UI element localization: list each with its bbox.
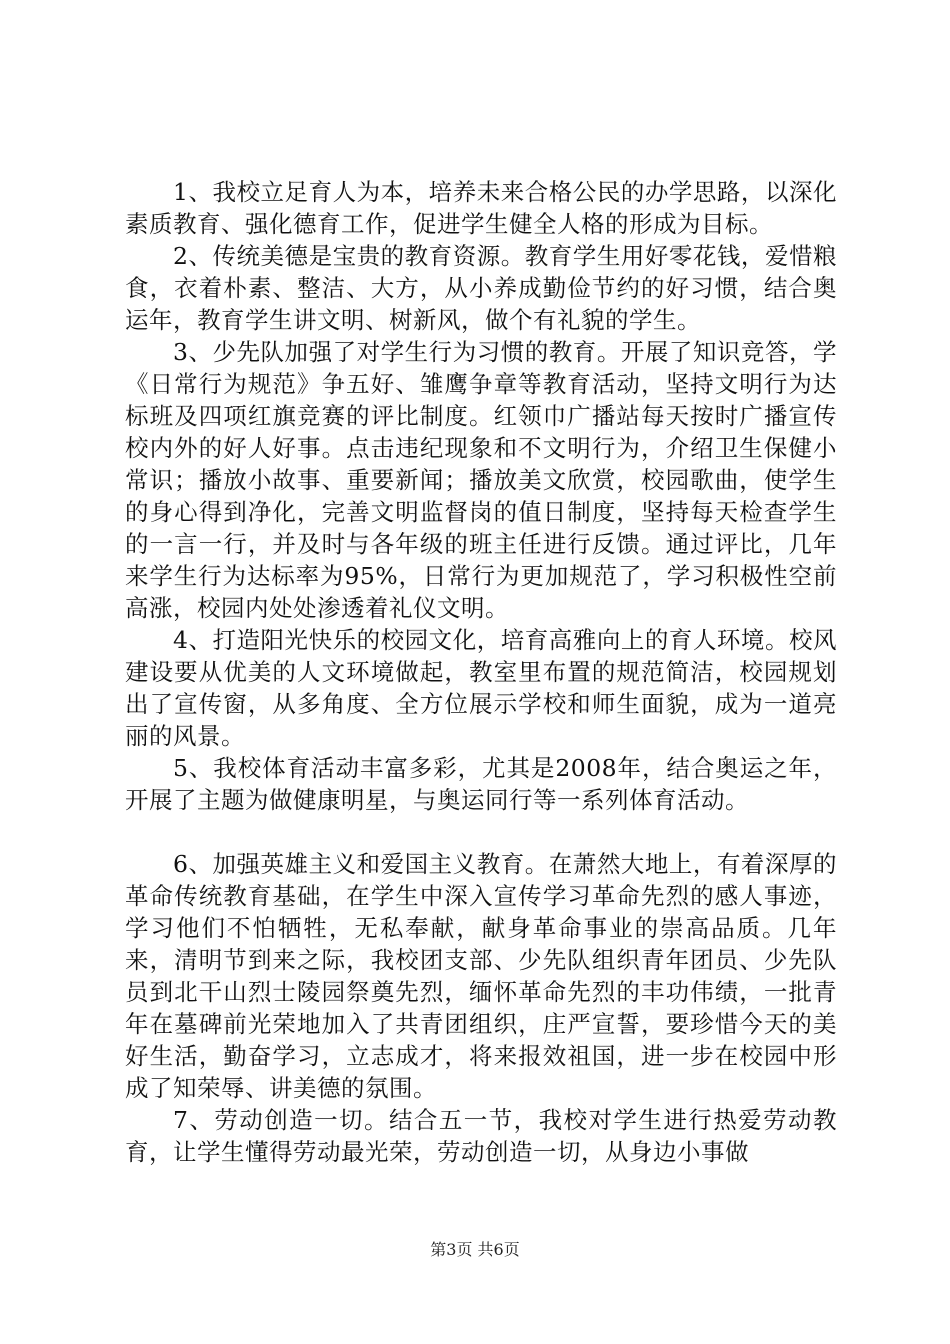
page-footer: 第3页 共6页 bbox=[430, 1240, 520, 1259]
paragraph-5: 5、我校体育活动丰富多彩，尤其是2008年，结合奥运之年，开展了主题为做健康明星，与奥运同行等一系列体育活动。 bbox=[125, 754, 837, 814]
paragraph-1: 1、我校立足育人为本，培养未来合格公民的办学思路，以深化素质教育、强化德育工作，促进学生健全人格的形成为目标。 bbox=[125, 178, 837, 238]
document-body bbox=[125, 176, 837, 1168]
paragraph-4: 4、打造阳光快乐的校园文化，培育高雅向上的育人环境。校风建设要从优美的人文环境做起，教室里布置的规范简洁，校园规划出了宣传窗，从多角度、全方位展示学校和师生面貌，成为一道亮丽的风景。 bbox=[125, 626, 837, 750]
paragraph-3: 3、少先队加强了对学生行为习惯的教育。开展了知识竞答，学《日常行为规范》争五好、雏鹰争章等教育活动，坚持文明行为达标班及四项红旗竞赛的评比制度。红领巾广播站每天按时广播宣传校内外的好人好事。点击违纪现象和不文明行为，介绍卫生保健小常识；播放小故事、重要新闻；播放美文欣赏，校园歌曲，使学生的身心得到净化，完善文明监督岗的值日制度，坚持每天检查学生的一言一行，并及时与各年级的班主任进行反馈。通过评比，几年来学生行为达标率为95%，日常行为更加规范了，学习积极性空前高涨，校园内处处渗透着礼仪文明。 bbox=[125, 338, 837, 622]
paragraph-6: 6、加强英雄主义和爱国主义教育。在萧然大地上，有着深厚的革命传统教育基础，在学生中深入宣传学习革命先烈的感人事迹，学习他们不怕牺牲，无私奉献，献身革命事业的崇高品质。几年来，清明节到来之际，我校团支部、少先队组织青年团员、少先队员到北干山烈士陵园祭奠先烈，缅怀革命先烈的丰功伟绩，一批青年在墓碑前光荣地加入了共青团组织，庄严宣誓，要珍惜今天的美好生活，勤奋学习，立志成才，将来报效祖国，进一步在校园中形成了知荣辱、讲美德的氛围。 bbox=[125, 850, 837, 1102]
paragraph-2: 2、传统美德是宝贵的教育资源。教育学生用好零花钱，爱惜粮食，衣着朴素、整洁、大方，从小养成勤俭节约的好习惯，结合奥运年，教育学生讲文明、树新风，做个有礼貌的学生。 bbox=[125, 242, 837, 334]
paragraph-7: 7、劳动创造一切。结合五一节，我校对学生进行热爱劳动教育，让学生懂得劳动最光荣，劳动创造一切，从身边小事做 bbox=[125, 1106, 837, 1166]
